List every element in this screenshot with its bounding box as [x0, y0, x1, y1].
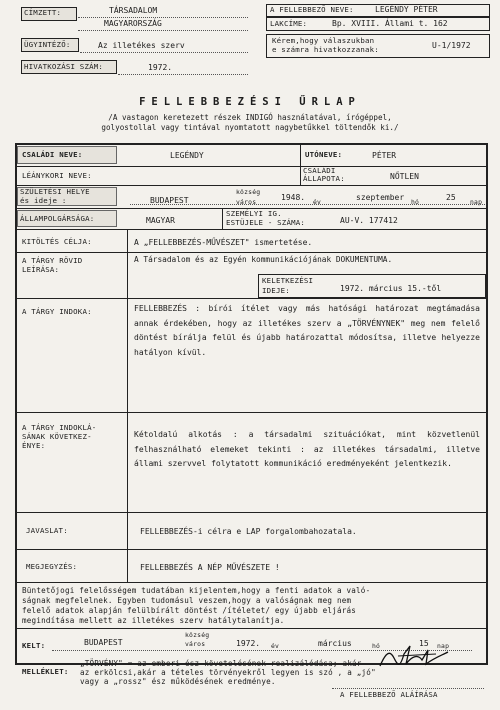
leanykori-label: LÉÁNYKORI NEVE: — [22, 171, 92, 180]
kozseg-label: község — [236, 188, 261, 196]
szemelyi-label-2: ESTÜJELE - SZÁMA: — [226, 218, 306, 227]
varos-label: város — [236, 198, 257, 206]
justification-label-2: SÁNAK KÖVETKEZ- — [22, 432, 92, 441]
form-subtitle-line2: golyostollal vagy tintával nyomtatott nagybetűkkel töltendők ki./ — [101, 123, 399, 132]
attachment-line2: az erkölcsi,akár a tételes törvényekről legyen is szó , a „jó" — [80, 668, 376, 677]
request-text-line2: e számra hivatkozzanak: — [272, 45, 379, 54]
lakcim-value: Bp. XVIII. Állami t. 162 — [332, 19, 448, 28]
remark-value: FELLEBBEZÉS A NÉP MŰVÉSZETE ! — [140, 563, 280, 572]
request-number: U-1/1972 — [432, 41, 471, 50]
ugyintezo-value: Az illetékes szerv — [98, 41, 185, 50]
allampolgarsag-value: MAGYAR — [146, 216, 175, 225]
cimzett-line1: TÁRSADALOM — [109, 6, 158, 15]
allapot-label-1: CSALÁDI — [303, 166, 336, 175]
ho-label: hó — [411, 198, 420, 206]
statement-line4: megindítása mellett az illetékes szerv hatálytalanítja. — [22, 616, 285, 625]
purpose-value: A „FELLEBBEZÉS-MŰVÉSZET" ismertetése. — [134, 238, 313, 247]
szuletes-month: szeptember — [356, 193, 405, 202]
hivatkozasi-value: 1972. — [148, 63, 173, 72]
szuletes-label-1: SZÜLETÉSI HELYE — [20, 187, 90, 196]
kelt-place: BUDAPEST — [84, 638, 123, 647]
szuletes-day: 25 — [446, 193, 456, 202]
allampolgarsag-label: ÁLLAMPOLGÁRSÁGA: — [20, 214, 95, 223]
csaladi-nev-label: CSALÁDI NEVE: — [22, 150, 83, 159]
justification-label-1: A TÁRGY INDOKLÁ- — [22, 423, 97, 432]
kelt-year: 1972. — [236, 639, 261, 648]
kelt-nap: nap — [437, 642, 450, 650]
attachment-label: MELLÉKLET: — [22, 667, 69, 676]
proposal-value: FELLEBBEZÉS-i célra e LAP forgalombahozatala. — [140, 527, 357, 536]
subject-label-1: A TÁRGY RÖVID — [22, 256, 83, 265]
ev-label: év — [313, 198, 322, 206]
form-title: FELLEBBEZÉSI ŰRLAP — [139, 96, 361, 108]
szemelyi-label-1: SZEMÉLYI IG. — [226, 209, 282, 218]
nap-label: nap — [470, 198, 483, 206]
statement-line3: felelő adatok alapján felülbírált döntést /ítéletet/ egy újabb eljárás — [22, 606, 357, 615]
appellant-name-value: LEGÉNDY PÉTER — [375, 5, 438, 14]
szuletes-place: BUDAPEST — [150, 196, 189, 205]
utoneve-value: PÉTER — [372, 151, 397, 160]
allapot-label-2: ÁLLAPOTA: — [303, 174, 345, 183]
statement-line1: Büntetőjogi felelősségem tudatában kijelentem,hogy a fenti adatok a való- — [22, 586, 371, 595]
kelt-kozseg: község — [185, 631, 210, 639]
attachment-line1: „TÖRVÉNY" = az emberi ész követelésének realizálódása; akár — [80, 659, 362, 668]
cimzett-line2: MAGYARORSZÁG — [104, 19, 162, 28]
csaladi-nev-value: LEGÉNDY — [170, 151, 204, 160]
signature-label: A FELLEBBEZŐ ALÁÍRÁSA — [340, 690, 438, 699]
kelt-day: 15 — [419, 639, 429, 648]
kelt-ho: hó — [372, 642, 381, 650]
justification-label-3: ÉNYE: — [22, 441, 46, 450]
purpose-label: KITÖLTÉS CÉLJA: — [22, 237, 92, 246]
szuletes-year: 1948. — [281, 193, 306, 202]
keletkezesi-label-1: KELETKEZÉSI — [262, 276, 314, 285]
allapot-value: NŐTLEN — [390, 172, 419, 181]
signature-scribble — [376, 642, 456, 672]
cimzett-label: CÍMZETT: — [24, 8, 62, 17]
form-subtitle-line1: /A vastagon keretezett részek INDIGÓ használatával, írógéppel, — [108, 113, 392, 122]
szemelyi-value: AU-V. 177412 — [340, 216, 398, 225]
hivatkozasi-label: HIVATKOZÁSI SZÁM: — [24, 62, 104, 71]
utoneve-label: UTÓNEVE: — [305, 150, 343, 159]
justification-text: Kétoldalú alkotás : a társadalmi szituációkat, mint közvetlenül felhasználható elemeket tekinti : az illetékes társadalmi, illetve állami szervvel folytatott kommunikáció eredményeként jelentkezik. — [134, 430, 480, 468]
remark-label: MEGJEGYZÉS: — [26, 562, 78, 571]
subject-label-2: LEÍRÁSA: — [22, 265, 60, 274]
kelt-varos: város — [185, 640, 206, 648]
reason-label: A TÁRGY INDOKA: — [22, 307, 92, 316]
kelt-month: március — [318, 639, 352, 648]
lakcim-label: LAKCÍME: — [270, 19, 308, 28]
subject-value: A Társadalom és az Egyén kommunikációjának DOKUMENTUMA. — [134, 255, 393, 264]
keletkezesi-label-2: IDEJE: — [262, 286, 290, 295]
attachment-line3: vagy a „rossz" ész működésének eredménye. — [80, 677, 276, 686]
proposal-label: JAVASLAT: — [26, 526, 68, 535]
appellant-name-label: A FELLEBBEZŐ NEVE: — [270, 5, 354, 14]
kelt-ev: év — [271, 642, 280, 650]
szuletes-label-2: és ideje : — [20, 196, 67, 205]
request-text-line1: Kérem,hogy válaszukban — [272, 36, 375, 45]
reason-text: FELLEBBEZÉS : bírói ítélet vagy más hatósági határozat megtámadása annak érdekében, hogy az illetékes szerv a „TÖRVÉNYNEK" meg nem felelő döntést bírálja felül és újabb határozattal módosítsa, illetve helyezze hatályon kívül. — [134, 304, 480, 357]
kelt-label: KELT: — [22, 641, 46, 650]
statement-line2: ságnak megfelelnek. Egyben tudomásul veszem,hogy a valóságnak meg nem — [22, 596, 352, 605]
ugyintezo-label: ÜGYINTÉZŐ: — [24, 40, 71, 49]
keletkezesi-value: 1972. március 15.-től — [340, 284, 442, 293]
